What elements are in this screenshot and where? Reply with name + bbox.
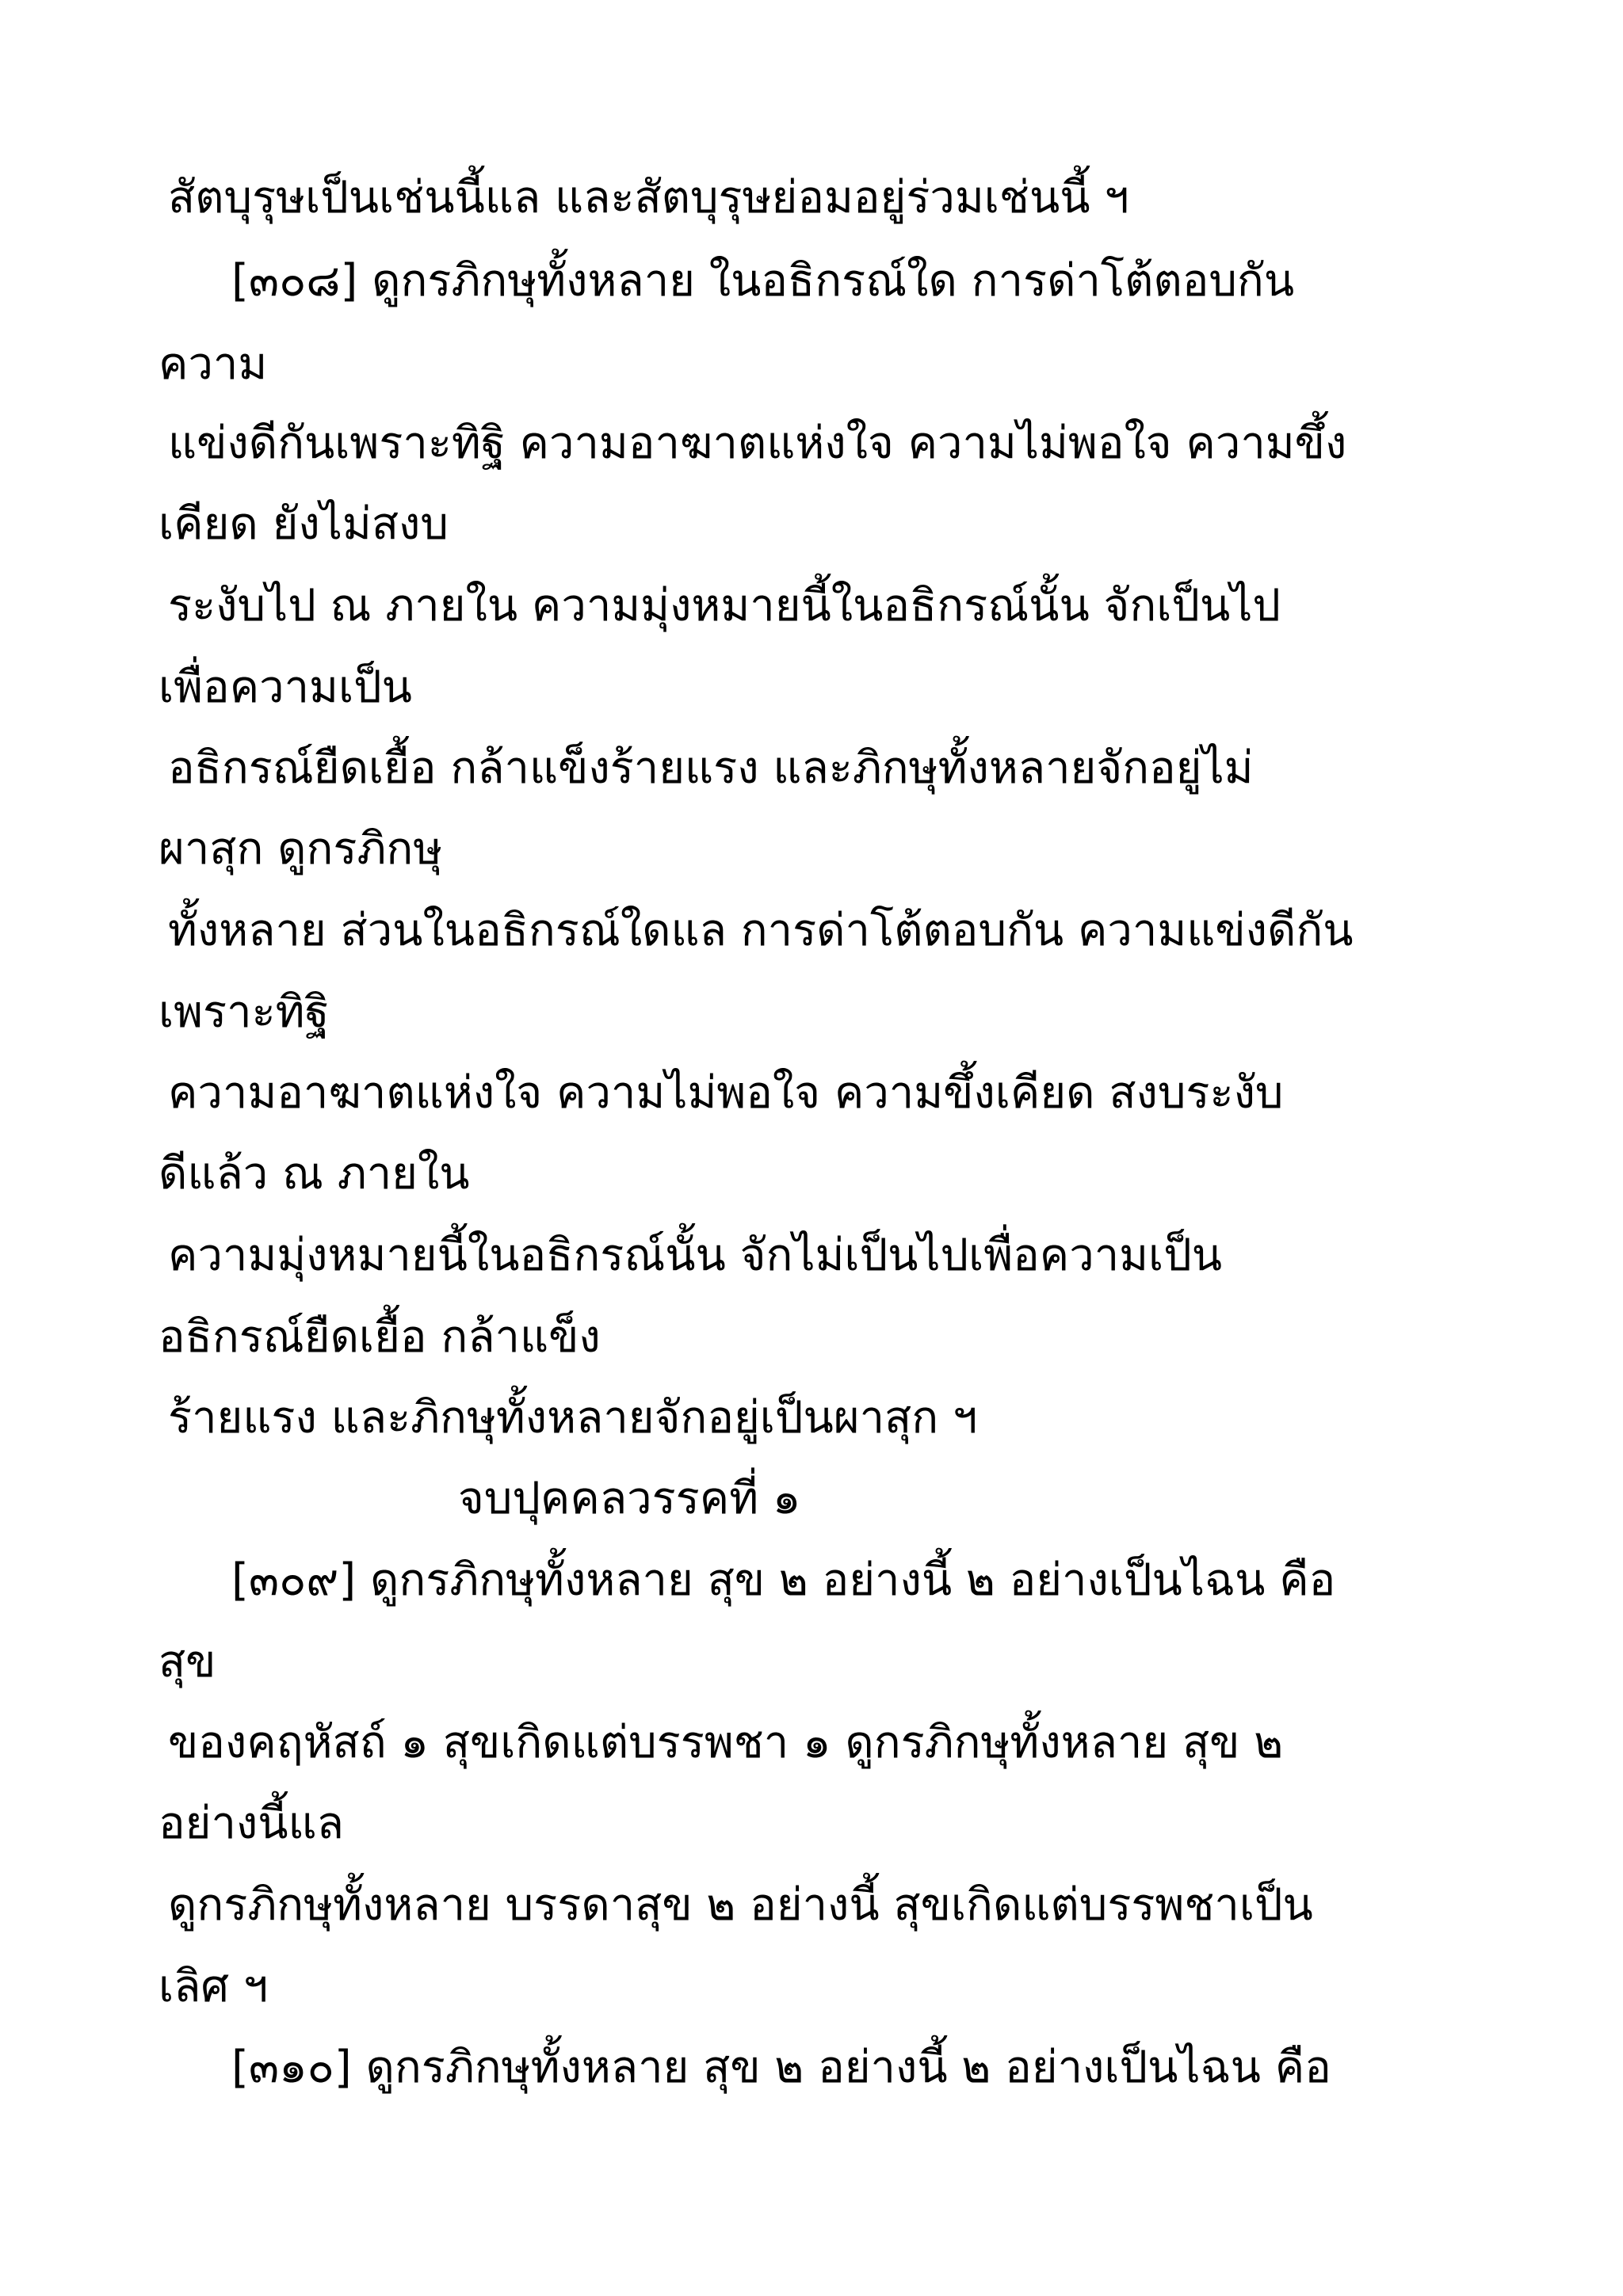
text-line: [๓๐๘] ดูกรภิกษุทั้งหลาย ในอธิกรณ์ใด การด่าโต้ตอบกัน <box>231 255 1295 307</box>
text-line: เคียด ยังไม่สงบ <box>158 498 449 550</box>
text-line: เลิศ ฯ <box>158 1961 269 2012</box>
text-line: ดูกรภิกษุทั้งหลาย บรรดาสุข ๒ อย่างนี้ สุขเกิดแต่บรรพชาเป็น <box>168 1879 1313 1931</box>
text-line: ทั้งหลาย ส่วนในอธิกรณ์ใดแล การด่าโต้ตอบกัน ความแข่งดีกัน <box>168 905 1354 956</box>
text-line: [๓๐๙] ดูกรภิกษุทั้งหลาย สุข ๒ อย่างนี้ ๒ อย่างเป็นไฉน คือ <box>231 1554 1336 1606</box>
text-line: ดีแล้ว ณ ภายใน <box>158 1148 470 1199</box>
text-line: แข่งดีกันเพราะทิฐิ ความอาฆาตแห่งใจ ความไม่พอใจ ความขึ้ง <box>168 418 1347 469</box>
text-line: ความมุ่งหมายนี้ในอธิกรณ์นั้น จักไม่เป็นไปเพื่อความเป็น <box>168 1230 1223 1281</box>
text-line: ของคฤหัสถ์ ๑ สุขเกิดแต่บรรพชา ๑ ดูกรภิกษุทั้งหลาย สุข ๒ <box>168 1717 1284 1768</box>
text-line: ความ <box>158 338 268 390</box>
text-line: อย่างนี้แล <box>158 1798 344 1849</box>
section-end-heading: จบปุคคลวรรคที่ ๑ <box>458 1473 801 1524</box>
text-line: สัตบุรุษเป็นเช่นนี้แล และสัตบุรุษย่อมอยู่ร่วมเช่นนี้ ฯ <box>168 172 1129 223</box>
text-line: ระงับไป ณ ภายใน ความมุ่งหมายนี้ในอธิกรณ์นั้น จักเป็นไป <box>168 580 1281 631</box>
text-line: ความอาฆาตแห่งใจ ความไม่พอใจ ความขึ้งเคียด สงบระงับ <box>168 1067 1284 1119</box>
text-line: อธิกรณ์ยืดเยื้อ กล้าแข็งร้ายแรง และภิกษุทั้งหลายจักอยู่ไม่ <box>168 742 1254 794</box>
text-line: ผาสุก ดูกรภิกษุ <box>158 823 443 875</box>
text-line: สุข <box>158 1636 216 1688</box>
text-line: อธิกรณ์ยืดเยื้อ กล้าแข็ง <box>158 1311 601 1363</box>
text-line: ร้ายแรง และภิกษุทั้งหลายจักอยู่เป็นผาสุก ฯ <box>168 1392 978 1444</box>
text-line: [๓๑๐] ดูกรภิกษุทั้งหลาย สุข ๒ อย่างนี้ ๒ อย่างเป็นไฉน คือ <box>231 2042 1331 2093</box>
text-line: เพื่อความเป็น <box>158 662 412 713</box>
text-line: เพราะทิฐิ <box>158 986 330 1038</box>
